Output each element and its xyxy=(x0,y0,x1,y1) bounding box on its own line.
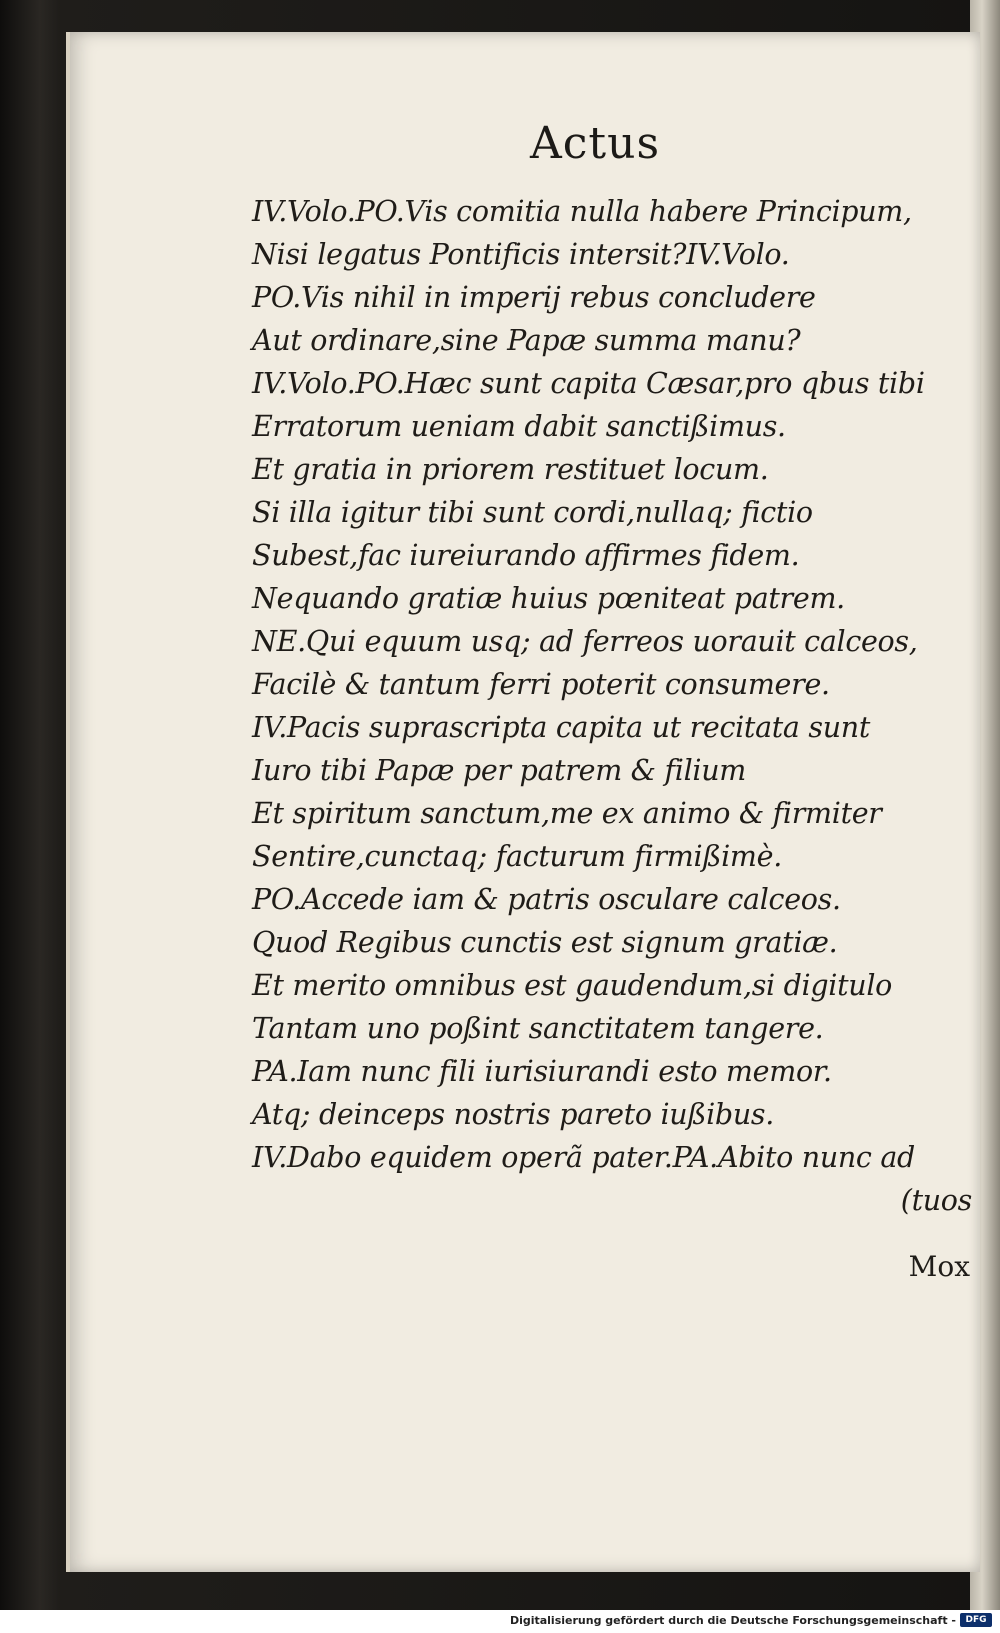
dfg-logo-icon: DFG xyxy=(960,1613,992,1627)
text-line: PA.Iam nunc fili iurisiurandi esto memor. xyxy=(252,1055,832,1088)
text-line: PO.Accede iam & patris osculare calceos. xyxy=(252,883,841,916)
text-line: Atq; deinceps nostris pareto iußibus. xyxy=(252,1098,774,1131)
text-line: Tantam uno poßint sanctitatem tangere. xyxy=(252,1012,824,1045)
footer-credit: Digitalisierung gefördert durch die Deutsche Forschungsgemeinschaft - xyxy=(509,1614,956,1627)
text-line: IV.Pacis suprascripta capita ut recitata sunt xyxy=(252,711,870,744)
text-line: Aut ordinare,sine Papæ summa manu? xyxy=(252,324,801,357)
verse-text xyxy=(252,190,972,1222)
text-line: IV.Dabo equidem operã pater.PA.Abito nunc ad xyxy=(252,1141,915,1174)
text-line: NE.Qui equum usq; ad ferreos uorauit calceos, xyxy=(252,625,918,658)
text-line: Nisi legatus Pontificis intersit?IV.Volo. xyxy=(252,238,790,271)
catchword: Mox xyxy=(908,1250,970,1283)
text-line: Subest,fac iureiurando affirmes fidem. xyxy=(252,539,800,572)
running-head: Actus xyxy=(530,118,661,169)
text-line: Iuro tibi Papæ per patrem & filium xyxy=(252,754,746,787)
text-line: IV.Volo.PO.Hæc sunt capita Cæsar,pro qbus tibi xyxy=(252,367,925,400)
text-line: Et spiritum sanctum,me ex animo & firmiter xyxy=(252,797,882,830)
text-line-turnover: (tuos xyxy=(900,1184,972,1217)
text-line: Et gratia in priorem restituet locum. xyxy=(252,453,769,486)
text-line: Quod Regibus cunctis est signum gratiæ. xyxy=(252,926,838,959)
text-line: Et merito omnibus est gaudendum,si digitulo xyxy=(252,969,892,1002)
text-line: Erratorum ueniam dabit sanctißimus. xyxy=(252,410,786,443)
text-line: Facilè & tantum ferri poterit consumere. xyxy=(252,668,830,701)
text-line: PO.Vis nihil in imperij rebus concludere xyxy=(252,281,816,314)
text-line: IV.Volo.PO.Vis comitia nulla habere Principum, xyxy=(252,195,912,228)
text-line: Sentire,cunctaq; facturum firmißimè. xyxy=(252,840,782,873)
text-line: Si illa igitur tibi sunt cordi,nullaq; fictio xyxy=(252,496,813,529)
text-line: Nequando gratiæ huius pœniteat patrem. xyxy=(252,582,845,615)
